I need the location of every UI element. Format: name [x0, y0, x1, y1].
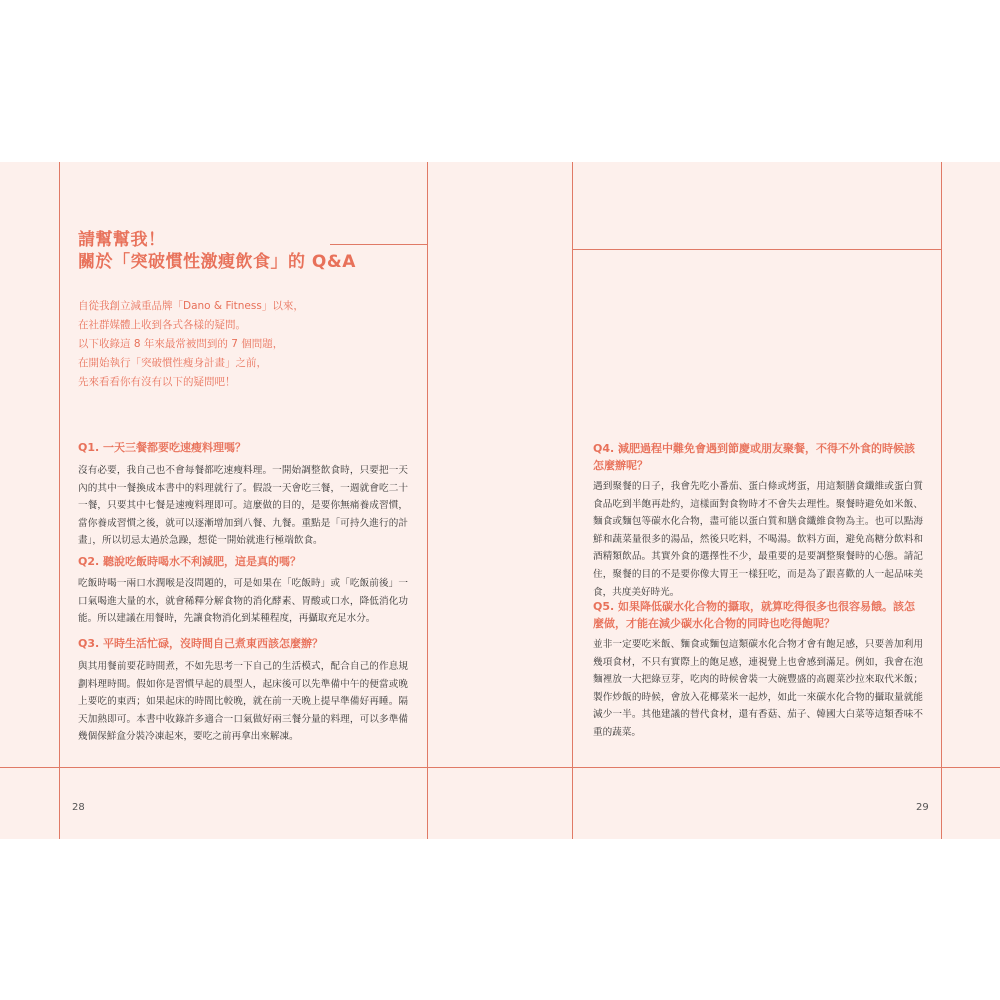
intro-line: 以下收錄這 8 年來最常被問到的 7 個問題，	[78, 338, 284, 350]
left-inner-margin-line	[427, 162, 428, 839]
question-q5: Q5. 如果降低碳水化合物的攝取，就算吃得很多也很容易餓。該怎麼做，才能在減少碳水化合物的同時也吃得飽呢？	[593, 600, 916, 630]
bottom-rule	[0, 767, 1000, 768]
intro-line: 在開始執行「突破慣性瘦身計畫」之前，	[78, 357, 267, 369]
question-q1: Q1. 一天三餐都要吃速瘦料理嗎？	[78, 441, 247, 454]
right-top-rule	[573, 249, 941, 250]
question-q4: Q4. 減肥過程中難免會遇到節慶或朋友聚餐，不得不外食的時候該怎麼辦呢？	[593, 442, 916, 472]
intro-paragraph	[78, 297, 378, 392]
section-title-line1: 請幫幫我！	[78, 230, 166, 250]
question-q2: Q2. 聽說吃飯時喝水不利減肥，這是真的嗎？	[78, 555, 302, 568]
question-q3: Q3. 平時生活忙碌，沒時間自己煮東西該怎麼辦？	[78, 637, 324, 650]
intro-line: 自從我創立減重品牌「Dano & Fitness」以來，	[78, 300, 304, 312]
page-number-right: 29	[916, 802, 929, 813]
answer-q2: 吃飯時喝一兩口水潤喉是沒問題的，可是如果在「吃飯時」或「吃飯前後」一口氣喝進大量的水，就會稀釋分解食物的消化酵素、胃酸或口水，降低消化功能。所以建議在用餐時，先讓食物消化到某種程度，再攝取充足水分。	[78, 578, 408, 625]
answer-q1: 沒有必要，我自己也不會每餐都吃速瘦料理。一開始調整飲食時，只要把一天內的其中一餐換成本書中的料理就行了。假設一天會吃三餐，一週就會吃二十一餐，只要其中七餐是速瘦料理即可。這麼做的目的，是要你無痛養成習慣，當你養成習慣之後，就可以逐漸增加到八餐、九餐。重點是「可持久進行的計畫」，所以切忌太過於急躁，想從一開始就進行極端飲食。	[78, 465, 408, 547]
page-number-left: 28	[72, 802, 85, 813]
right-inner-margin-line	[572, 162, 573, 839]
left-outer-margin-line	[59, 162, 60, 839]
answer-q3: 與其用餐前要花時間煮，不如先思考一下自己的生活模式，配合自己的作息規劃料理時間。假如你是習慣早起的晨型人，起床後可以先準備中午的便當或晚上要吃的東西；如果起床的時間比較晚，就在前一天晚上提早準備好再睡。隔天加熱即可。本書中收錄許多適合一口氣做好兩三餐分量的料理，可以多準備幾個保鮮盒分裝冷凍起來，要吃之前再拿出來解凍。	[78, 661, 408, 743]
answer-q4: 遇到聚餐的日子，我會先吃小番茄、蛋白條或烤蛋，用這類膳食纖維或蛋白質食品吃到半飽再赴約，這樣面對食物時才不會失去理性。聚餐時避免如米飯、麵食或麵包等碳水化合物，盡可能以蛋白質和膳食纖維食物為主。也可以點海鮮和蔬菜量很多的湯品，然後只吃料，不喝湯。飲料方面，避免高糖分飲料和酒精類飲品。其實外食的選擇性不少，最重要的是要調整聚餐時的心態。請記住，聚餐的目的不是要你像大胃王一樣狂吃，而是為了跟喜歡的人一起品味美食，共度美好時光。	[593, 481, 923, 598]
right-outer-margin-line	[941, 162, 942, 839]
section-title-line2: 關於「突破慣性激瘦飲食」的 Q&A	[78, 252, 356, 272]
intro-line: 在社群媒體上收到各式各樣的疑問。	[78, 319, 246, 331]
answer-q5: 並非一定要吃米飯、麵食或麵包這類碳水化合物才會有飽足感，只要善加利用幾項食材，不只有實際上的飽足感，連視覺上也會感到滿足。例如，我會在泡麵裡放一大把綠豆芽，吃肉的時候會裝一大碗豐盛的高麗菜沙拉來取代米飯；製作炒飯的時候，會放入花椰菜米一起炒，如此一來碳水化合物的攝取量就能減少一半。其他建議的替代食材，還有香菇、茄子、韓國大白菜等這類香味不重的蔬菜。	[593, 639, 923, 738]
intro-line: 先來看看你有沒有以下的疑問吧！	[78, 376, 236, 388]
